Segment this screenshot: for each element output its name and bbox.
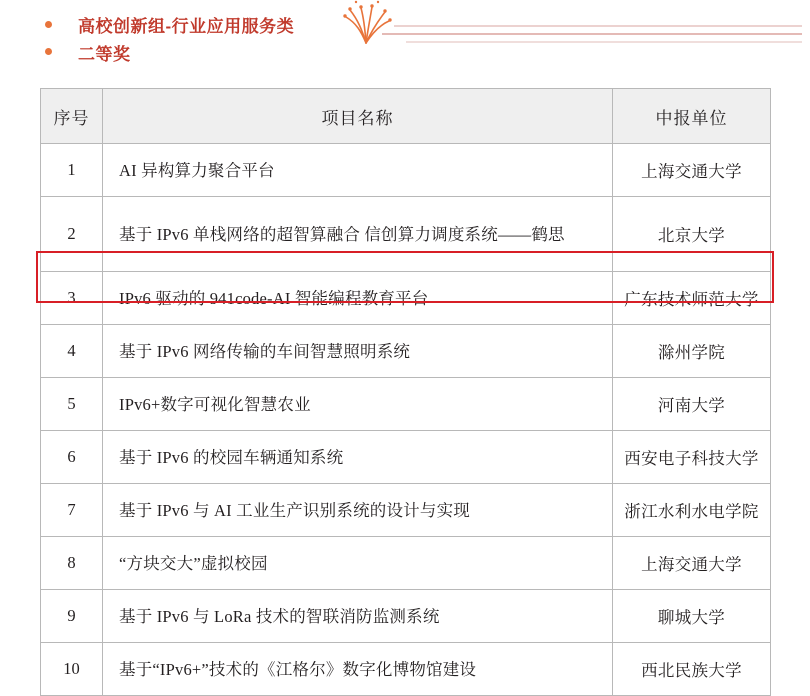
- table-row: [41, 643, 771, 696]
- row-org: 上海交通大学: [613, 144, 771, 197]
- title-block: [78, 13, 294, 69]
- row-project-name: 基于 IPv6 与 AI 工业生产识别系统的设计与实现: [103, 484, 613, 537]
- table-header-row: [41, 89, 771, 144]
- row-project-name: 基于 IPv6 网络传输的车间智慧照明系统: [103, 325, 613, 378]
- row-no: 9: [41, 590, 103, 643]
- bullet-dot-1: [45, 21, 52, 28]
- row-no: 8: [41, 537, 103, 590]
- table-row: [41, 590, 771, 643]
- row-no: 7: [41, 484, 103, 537]
- column-header-org: 中报单位: [613, 89, 771, 144]
- table-row: [41, 537, 771, 590]
- row-no: 4: [41, 325, 103, 378]
- row-project-name: IPv6 驱动的 941code-AI 智能编程教育平台: [103, 272, 613, 325]
- row-project-name: “方块交大”虚拟校园: [103, 537, 613, 590]
- table-row: [41, 431, 771, 484]
- row-project-name: AI 异构算力聚合平台: [103, 144, 613, 197]
- award-table: [40, 88, 771, 696]
- table-row: [41, 378, 771, 431]
- row-project-name: 基于“IPv6+”技术的《江格尔》数字化博物馆建设: [103, 643, 613, 696]
- row-no: 3: [41, 272, 103, 325]
- page-title: 高校创新组-行业应用服务类: [78, 17, 295, 36]
- column-header-no: 序号: [41, 89, 103, 144]
- row-org: 西北民族大学: [613, 643, 771, 696]
- row-org: 广东技术师范大学: [613, 272, 771, 325]
- header-rule-decoration: [382, 22, 802, 48]
- row-no: 10: [41, 643, 103, 696]
- row-no: 5: [41, 378, 103, 431]
- row-org: 浙江水利水电学院: [613, 484, 771, 537]
- row-no: 6: [41, 431, 103, 484]
- table-row: [41, 484, 771, 537]
- row-org: 西安电子科技大学: [613, 431, 771, 484]
- bullet-decoration: [45, 21, 55, 75]
- row-org: 滁州学院: [613, 325, 771, 378]
- row-org: 上海交通大学: [613, 537, 771, 590]
- row-no: 2: [41, 197, 103, 272]
- table-row: [41, 325, 771, 378]
- row-project-name: 基于 IPv6 与 LoRa 技术的智联消防监测系统: [103, 590, 613, 643]
- column-header-project: 项目名称: [103, 89, 613, 144]
- row-org: 聊城大学: [613, 590, 771, 643]
- table-row-highlighted: [41, 272, 771, 325]
- row-project-name: IPv6+数字可视化智慧农业: [103, 378, 613, 431]
- row-no: 1: [41, 144, 103, 197]
- row-org: 河南大学: [613, 378, 771, 431]
- row-org: 北京大学: [613, 197, 771, 272]
- row-project-name: 基于 IPv6 单栈网络的超智算融合 信创算力调度系统——鹤思: [103, 197, 613, 272]
- table-row: [41, 197, 771, 272]
- bullet-dot-2: [45, 48, 52, 55]
- table-row: [41, 144, 771, 197]
- document-header: [0, 0, 810, 66]
- award-level: 二等奖: [78, 45, 131, 64]
- row-project-name: 基于 IPv6 的校园车辆通知系统: [103, 431, 613, 484]
- award-table-container: [40, 88, 770, 696]
- table-body: [41, 144, 771, 696]
